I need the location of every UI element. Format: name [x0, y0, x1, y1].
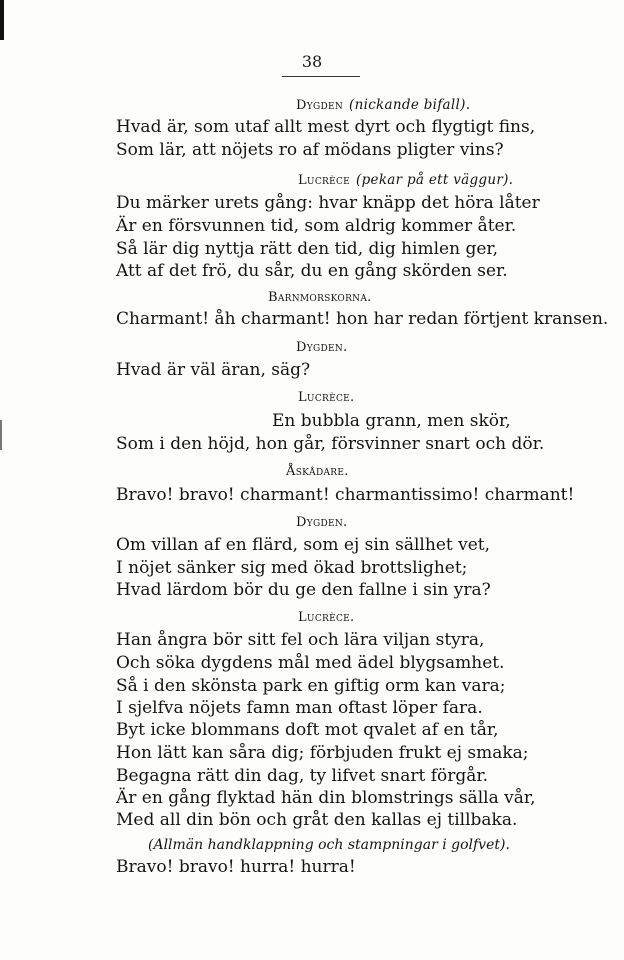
speaker-heading: Åskådare. [286, 464, 349, 479]
verse-line: Så i den skönsta park en giftig orm kan vara; [116, 676, 506, 696]
page-number-rule [282, 76, 360, 77]
verse-line: Med all din bön och gråt den kallas ej tillbaka. [116, 810, 518, 830]
verse-line: Hvad är väl äran, säg? [116, 360, 311, 380]
verse-line: Är en försvunnen tid, som aldrig kommer åter. [116, 216, 517, 236]
verse-line: I sjelfva nöjets famn man oftast löper fara. [116, 698, 483, 718]
speaker-heading: Dygden (nickande bifall). [296, 97, 471, 113]
verse-line: Hon lätt kan såra dig; förbjuden frukt ej smaka; [116, 743, 529, 763]
verse-line: Om villan af en flärd, som ej sin sällhet vet, [116, 535, 491, 555]
verse-line: Är en gång flyktad hän din blomstrings sälla vår, [116, 788, 536, 808]
verse-line: Hvad lärdom bör du ge den fallne i sin yra? [116, 580, 491, 600]
verse-line: Hvad är, som utaf allt mest dyrt och flygtigt fins, [116, 117, 536, 137]
speaker-heading: Lucrèce. [298, 610, 355, 625]
verse-line: Som lär, att nöjets ro af mödans pligter vins? [116, 140, 504, 160]
prose-line: Bravo! bravo! charmant! charmantissimo! charmant! [116, 485, 575, 505]
speaker-heading: Dygden. [296, 340, 348, 355]
speaker-heading: Barnmorskorna. [268, 290, 372, 305]
prose-line: Bravo! bravo! hurra! hurra! [116, 857, 356, 877]
verse-line: Som i den höjd, hon går, försvinner snart och dör. [116, 434, 545, 454]
speaker-heading: Lucrèce. [298, 390, 355, 405]
prose-line: Charmant! åh charmant! hon har redan förtjent kransen. [116, 309, 609, 329]
stage-direction: (Allmän handklappning och stampningar i golfvet). [148, 837, 510, 853]
verse-line: Du märker urets gång: hvar knäpp det höra låter [116, 193, 540, 213]
verse-line: En bubbla grann, men skör, [272, 411, 511, 431]
stage-direction: (nickande bifall). [349, 97, 471, 113]
verse-line: Begagna rätt din dag, ty lifvet snart förgår. [116, 766, 489, 786]
page-edge-shadow [0, 0, 5, 960]
verse-line: Så lär dig nyttja rätt den tid, dig himlen ger, [116, 239, 499, 259]
verse-line: Han ångra bör sitt fel och lära viljan styra, [116, 630, 485, 650]
page-number: 38 [301, 52, 323, 71]
speaker-heading: Dygden. [296, 515, 348, 530]
verse-line: Byt icke blommans doft mot qvalet af en tår, [116, 720, 499, 740]
verse-line: Och söka dygdens mål med ädel blygsamhet. [116, 653, 505, 673]
verse-line: Att af det frö, du sår, du en gång skörden ser. [116, 261, 508, 281]
verse-line: I nöjet sänker sig med ökad brottslighet; [116, 558, 468, 578]
stage-direction: (pekar på ett väggur). [356, 172, 514, 188]
speaker-heading: Lucrèce (pekar på ett väggur). [298, 172, 514, 188]
